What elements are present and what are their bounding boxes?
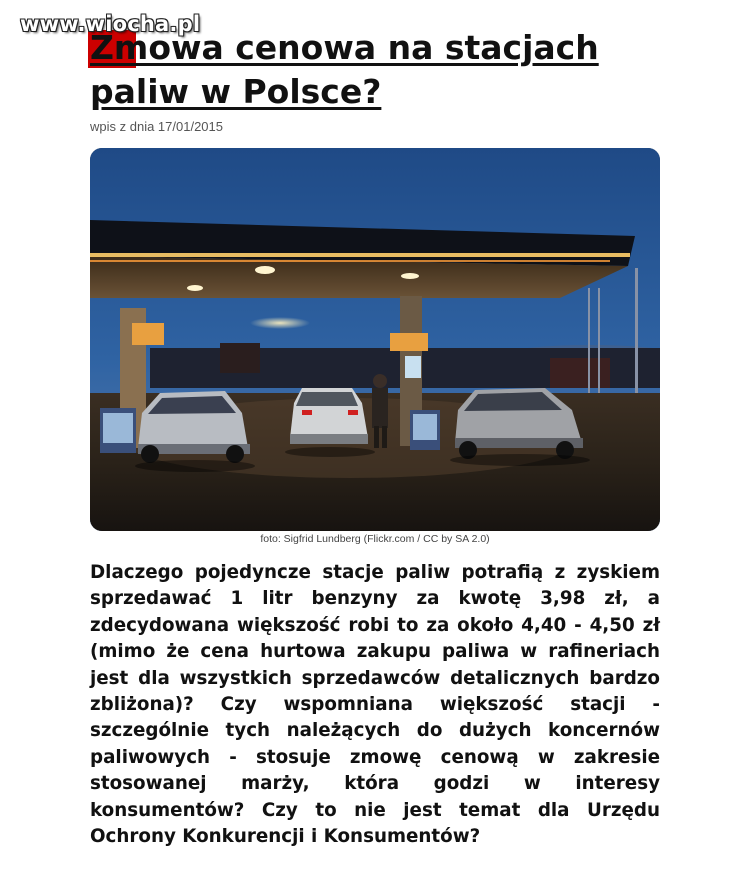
- person: [372, 388, 388, 428]
- article-title: Zmowa cenowa na stacjach paliw w Polsce?: [90, 28, 599, 111]
- photo-credit: foto: Sigfrid Lundberg (Flickr.com / CC by SA 2.0): [260, 533, 490, 545]
- article-body: Dlaczego pojedyncze stacje paliw potrafią z zyskiem sprzedawać 1 litr benzyny za kwotę 3,98 zł, a zdecydowana większość robi to za około 4,40 - 4,50 zł (mimo że cena hurtowa zakupu paliwa w rafineriach jest dla wszystkich sprzedawców detalicznych bardzo zbliżona)? Czy wspomniana większość stacji - szczególnie tych należących do dużych koncernów paliwowych - stosuje zmowę cenową w zakresie stosowanej marży, która godzi w interesy konsumentów? Czy to nie jest temat dla Urzędu Ochrony Konkurencji i Konsumentów?: [90, 562, 660, 848]
- gas-station-night-photo: [90, 148, 660, 531]
- watermark: www.wiocha.pl: [20, 12, 201, 36]
- article-photo: [90, 148, 660, 531]
- post-date: wpis z dnia 17/01/2015: [90, 119, 223, 134]
